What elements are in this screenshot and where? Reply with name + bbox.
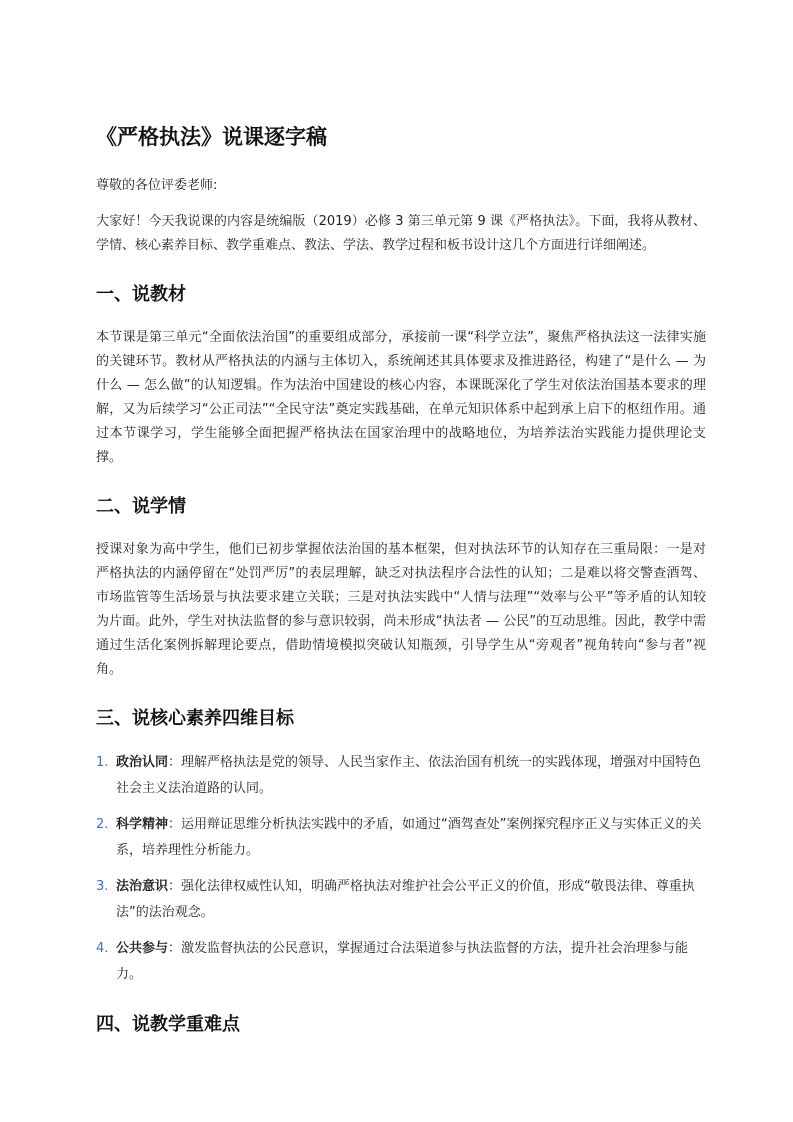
section-body-textbook: 本节课是第三单元“全面依法治国”的重要组成部分，承接前一课“科学立法”，聚焦严格执法这一法律实施的关键环节。教材从严格执法的内涵与主体切入，系统阐述其具体要求及推进路径，构建了“是什么 — 为什么 — 怎么做”的认知逻辑。作为法治中国建设的核心内容，本课既深化了学生对依法治国基本要求的理解，又为后续学习“公正司法”“全民守法”奠定实践基础，在单元知识体系中起到承上启下的枢纽作用。通过本节课学习，学生能够全面把握严格执法在国家治理中的战略地位，为培养法治实践能力提供理论支撑。 [96, 330, 706, 465]
document-page [96, 120, 706, 1056]
list-term: 法治意识 [116, 879, 169, 894]
list-text: ：运用辩证思维分析执法实践中的矛盾，如通过“酒驾查处”案例探究程序正义与实体正义的关系，培养理性分析能力。 [116, 817, 702, 858]
list-number: 3. [96, 879, 109, 894]
list-number: 1. [96, 755, 109, 770]
list-term: 公共参与 [116, 941, 169, 956]
list-number: 4. [96, 941, 109, 956]
goals-list [96, 750, 706, 988]
list-item [96, 750, 706, 802]
list-text: ：强化法律权威性认知，明确严格执法对维护社会公平正义的价值，形成“敬畏法律、尊重执法”的法治观念。 [116, 879, 695, 920]
section-heading-students: 二、说学情 [96, 496, 186, 517]
list-text: ：激发监督执法的公民意识，掌握通过合法渠道参与执法监督的方法，提升社会治理参与能力。 [116, 941, 689, 982]
section-heading-goals: 三、说核心素养四维目标 [96, 708, 294, 729]
list-item [96, 874, 706, 926]
section-body-students: 授课对象为高中学生，他们已初步掌握依法治国的基本框架，但对执法环节的认知存在三重局限：一是对严格执法的内涵停留在“处罚严厉”的表层理解，缺乏对执法程序合法性的认知；二是难以将交警查酒驾、市场监管等生活场景与执法要求建立关联；三是对执法实践中“人情与法理”“效率与公平”等矛盾的认知较为片面。此外，学生对执法监督的参与意识较弱，尚未形成“执法者 — 公民”的互动思维。因此，教学中需通过生活化案例拆解理论要点，借助情境模拟突破认知瓶颈，引导学生从“旁观者”视角转向“参与者”视角。 [96, 542, 706, 677]
list-item [96, 812, 706, 864]
list-text: ：理解严格执法是党的领导、人民当家作主、依法治国有机统一的实践体现，增强对中国特色社会主义法治道路的认同。 [116, 755, 702, 796]
section-heading-key-points: 四、说教学重难点 [96, 1014, 240, 1035]
list-term: 科学精神 [116, 817, 169, 832]
document-title: 《严格执法》说课逐字稿 [96, 125, 327, 149]
section-heading-textbook: 一、说教材 [96, 284, 186, 305]
list-item [96, 936, 706, 988]
greeting: 尊敬的各位评委老师: [96, 178, 218, 193]
list-term: 政治认同 [116, 755, 169, 770]
list-number: 2. [96, 817, 109, 832]
intro-paragraph: 大家好！今天我说课的内容是统编版（2019）必修 3 第三单元第 9 课《严格执法》。下面，我将从教材、学情、核心素养目标、教学重难点、教法、学法、教学过程和板书设计这几个方面进行详细阐述。 [96, 214, 706, 253]
